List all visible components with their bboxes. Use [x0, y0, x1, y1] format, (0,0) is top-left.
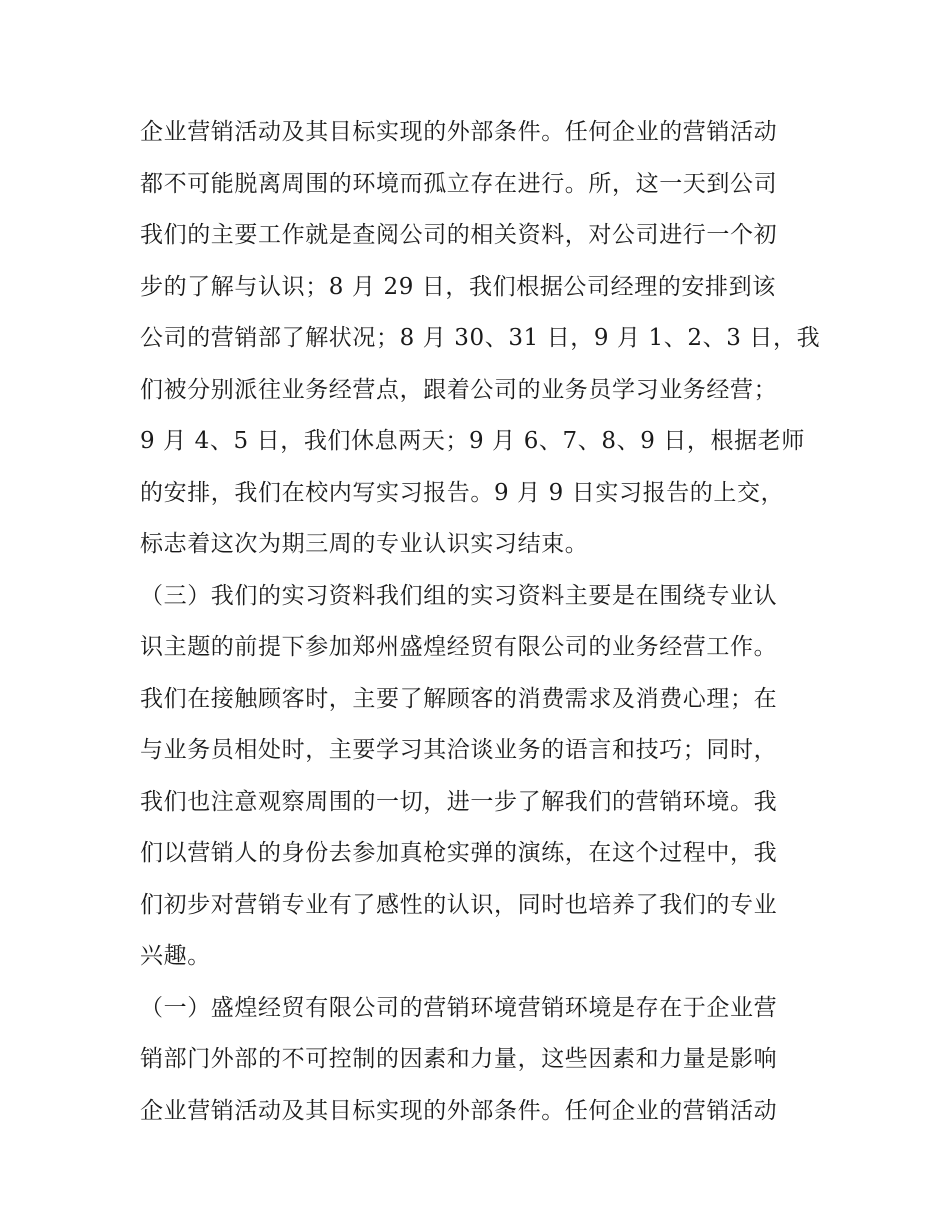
text-line: 企业营销活动及其目标实现的外部条件。任何企业的营销活动 [140, 1097, 778, 1124]
text-line: 标志着这次为期三周的专业认识实习结束。 [140, 531, 589, 557]
text-line: 我们也注意观察周围的一切，进一步了解我们的营销环境。我 [140, 788, 778, 815]
text-line: 销部门外部的不可控制的因素和力量，这些因素和力量是影响 [140, 1046, 778, 1072]
text-line: 的安排，我们在校内写实习报告。9 月 9 日实习报告的上交， [140, 479, 785, 506]
text-line: 企业营销活动及其目标实现的外部条件。任何企业的营销活动 [140, 119, 778, 145]
text-line: 与业务员相处时，主要学习其洽谈业务的语言和技巧；同时， [140, 737, 778, 763]
body-text [140, 107, 820, 1137]
text-line: 都不可能脱离周围的环境而孤立存在进行。所，这一天到公司 [140, 170, 778, 197]
text-line: 9 月 4、5 日，我们休息两天；9 月 6、7、8、9 日，根据老师 [140, 428, 805, 454]
text-line: 兴趣。 [140, 943, 211, 969]
text-line: 识主题的前提下参加郑州盛煌经贸有限公司的业务经营工作。 [140, 634, 778, 660]
text-line: 们被分别派往业务经营点，跟着公司的业务员学习业务经营； [140, 376, 778, 403]
text-line: 公司的营销部了解状况；8 月 30、31 日，9 月 1、2、3 日，我 [140, 325, 821, 351]
text-line: 们初步对营销专业有了感性的认识，同时也培养了我们的专业 [140, 891, 778, 918]
text-line: 们以营销人的身份去参加真枪实弹的演练，在这个过程中，我 [140, 840, 778, 866]
text-line: 我们在接触顾客时，主要了解顾客的消费需求及消费心理；在 [140, 685, 778, 712]
text-line: （一）盛煌经贸有限公司的营销环境营销环境是存在于企业营 [140, 994, 778, 1021]
text-line: 步的了解与认识；8 月 29 日，我们根据公司经理的安排到该 [140, 273, 776, 300]
text-line: （三）我们的实习资料我们组的实习资料主要是在围绕专业认 [140, 582, 778, 609]
text-line: 我们的主要工作就是查阅公司的相关资料，对公司进行一个初 [140, 222, 778, 248]
